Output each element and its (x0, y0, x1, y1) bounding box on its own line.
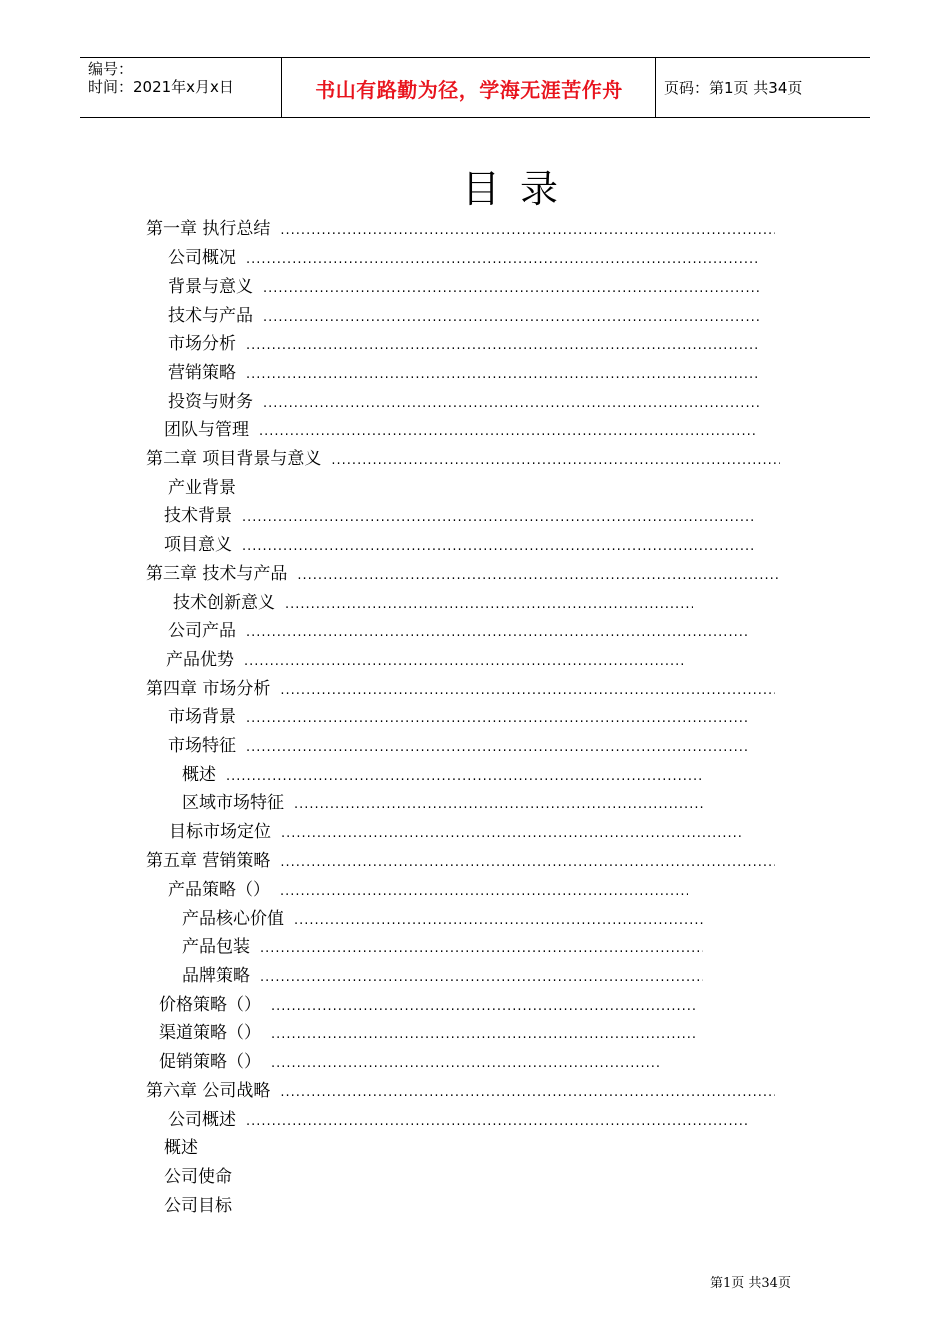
toc-section-entry[interactable] (182, 932, 703, 956)
toc-entry-label: 公司概况 (168, 248, 236, 268)
toc-leader-dots (260, 941, 703, 956)
toc-leader-dots (281, 826, 741, 841)
toc-leader-dots (263, 281, 760, 296)
toc-entry-label: 技术创新意义 (173, 593, 275, 613)
toc-leader-dots (271, 1027, 698, 1042)
toc-leader-dots (297, 568, 780, 583)
toc-tail-item[interactable]: 公司使命 (164, 1167, 232, 1187)
toc-section-entry[interactable] (182, 760, 703, 784)
toc-leader-dots (271, 1056, 660, 1071)
toc-section-entry[interactable] (159, 1047, 660, 1071)
toc-section-entry[interactable] (168, 272, 760, 296)
header-bottom-rule (80, 117, 870, 118)
toc-section-entry[interactable] (168, 616, 750, 640)
toc-leader-dots (263, 310, 760, 325)
toc-chapter-entry[interactable] (146, 214, 775, 238)
toc-entry-label: 产品策略（） (168, 880, 270, 900)
toc-entry-label: 促销策略（） (159, 1052, 261, 1072)
document-time-label: 时间：2021年x月x日 (88, 78, 234, 96)
toc-leader-dots (294, 913, 703, 928)
toc-entry-label: 市场特征 (168, 736, 236, 756)
toc-section-entry[interactable] (168, 875, 688, 899)
toc-section-entry[interactable] (166, 645, 686, 669)
toc-section-entry[interactable] (168, 358, 760, 382)
toc-leader-dots (271, 999, 698, 1014)
header-top-rule (80, 57, 870, 58)
toc-section-entry[interactable] (164, 415, 755, 439)
toc-section-entry[interactable] (168, 387, 760, 411)
document-number-label: 编号： (88, 60, 134, 78)
toc-entry-label: 价格策略（） (159, 995, 261, 1015)
toc-entry-label: 品牌策略 (182, 966, 250, 986)
header-meta (88, 60, 234, 96)
toc-section-entry[interactable] (182, 788, 703, 812)
toc-leader-dots (280, 683, 775, 698)
toc-entry-label: 公司概述 (168, 1110, 236, 1130)
toc-leader-dots (259, 424, 755, 439)
toc-entry-label: 背景与意义 (168, 277, 253, 297)
toc-leader-dots (242, 539, 755, 554)
toc-section-entry[interactable] (182, 904, 703, 928)
toc-section-entry[interactable] (168, 301, 760, 325)
header-motto: 书山有路勤为径，学海无涯苦作舟 (315, 78, 623, 102)
toc-leader-dots (246, 1114, 750, 1129)
toc-entry-label: 营销策略 (168, 363, 236, 383)
toc-section-entry[interactable] (164, 501, 755, 525)
toc-entry-label: 技术背景 (164, 506, 232, 526)
toc-section-entry[interactable] (164, 530, 755, 554)
toc-leader-dots (246, 252, 760, 267)
toc-entry-label: 第六章 公司战略 (146, 1081, 271, 1101)
toc-entry-label: 区域市场特征 (182, 793, 284, 813)
toc-entry-label: 市场分析 (168, 334, 236, 354)
toc-entry-label: 产品优势 (166, 650, 234, 670)
toc-entry-label: 第一章 执行总结 (146, 219, 271, 239)
toc-leader-dots (280, 884, 688, 899)
toc-entry-label: 第三章 技术与产品 (146, 564, 288, 584)
toc-leader-dots (246, 711, 750, 726)
toc-section-entry[interactable] (168, 702, 750, 726)
toc-leader-dots (260, 970, 703, 985)
toc-leader-dots (280, 223, 775, 238)
toc-chapter-entry[interactable] (146, 444, 780, 468)
header-divider-left (281, 57, 282, 117)
page-footer: 第1页 共34页 (710, 1276, 791, 1291)
toc-leader-dots (280, 855, 775, 870)
toc-entry-label: 第五章 营销策略 (146, 851, 271, 871)
toc-entry-label: 概述 (182, 765, 216, 785)
toc-leader-dots (246, 367, 760, 382)
toc-entry-label: 目标市场定位 (169, 822, 271, 842)
toc-leader-dots (331, 453, 780, 468)
toc-tail-item[interactable]: 公司目标 (164, 1196, 232, 1216)
header-divider-right (655, 57, 656, 117)
toc-leader-dots (242, 510, 755, 525)
toc-section-entry[interactable] (182, 961, 703, 985)
toc-chapter-entry[interactable] (146, 846, 775, 870)
toc-section-entry[interactable] (168, 731, 750, 755)
header-page-code: 页码：第1页 共34页 (664, 79, 803, 97)
toc-entry-label: 技术与产品 (168, 306, 253, 326)
toc-section-entry[interactable] (168, 473, 760, 497)
toc-section-entry[interactable] (168, 1105, 750, 1129)
toc-entry-label: 产品包装 (182, 937, 250, 957)
toc-entry-label: 投资与财务 (168, 392, 253, 412)
toc-leader-dots (246, 625, 750, 640)
toc-leader-dots (294, 797, 703, 812)
toc-chapter-entry[interactable] (146, 1076, 775, 1100)
toc-leader-dots (244, 654, 686, 669)
toc-tail-item[interactable]: 概述 (164, 1138, 198, 1158)
toc-chapter-entry[interactable] (146, 559, 780, 583)
toc-entry-label: 产品核心价值 (182, 909, 284, 929)
toc-entry-label: 产业背景 (168, 478, 236, 498)
toc-entry-label: 渠道策略（） (159, 1023, 261, 1043)
toc-section-entry[interactable] (168, 243, 760, 267)
toc-section-entry[interactable] (168, 329, 760, 353)
toc-leader-dots (226, 769, 703, 784)
toc-entry-label: 公司产品 (168, 621, 236, 641)
toc-section-entry[interactable] (159, 1018, 698, 1042)
toc-leader-dots (285, 597, 693, 612)
toc-entry-label: 第四章 市场分析 (146, 679, 271, 699)
toc-entry-label: 项目意义 (164, 535, 232, 555)
toc-leader-dots (246, 740, 750, 755)
toc-section-entry[interactable] (169, 817, 741, 841)
toc-entry-label: 市场背景 (168, 707, 236, 727)
toc-entry-label: 团队与管理 (164, 420, 249, 440)
toc-entry-label: 第二章 项目背景与意义 (146, 449, 322, 469)
toc-leader-dots (280, 1085, 775, 1100)
toc-chapter-entry[interactable] (146, 674, 775, 698)
page-title: 目录 (461, 167, 578, 211)
toc-leader-dots (246, 338, 760, 353)
toc-section-entry[interactable] (159, 990, 698, 1014)
toc-section-entry[interactable] (173, 588, 693, 612)
toc-leader-dots (263, 396, 760, 411)
